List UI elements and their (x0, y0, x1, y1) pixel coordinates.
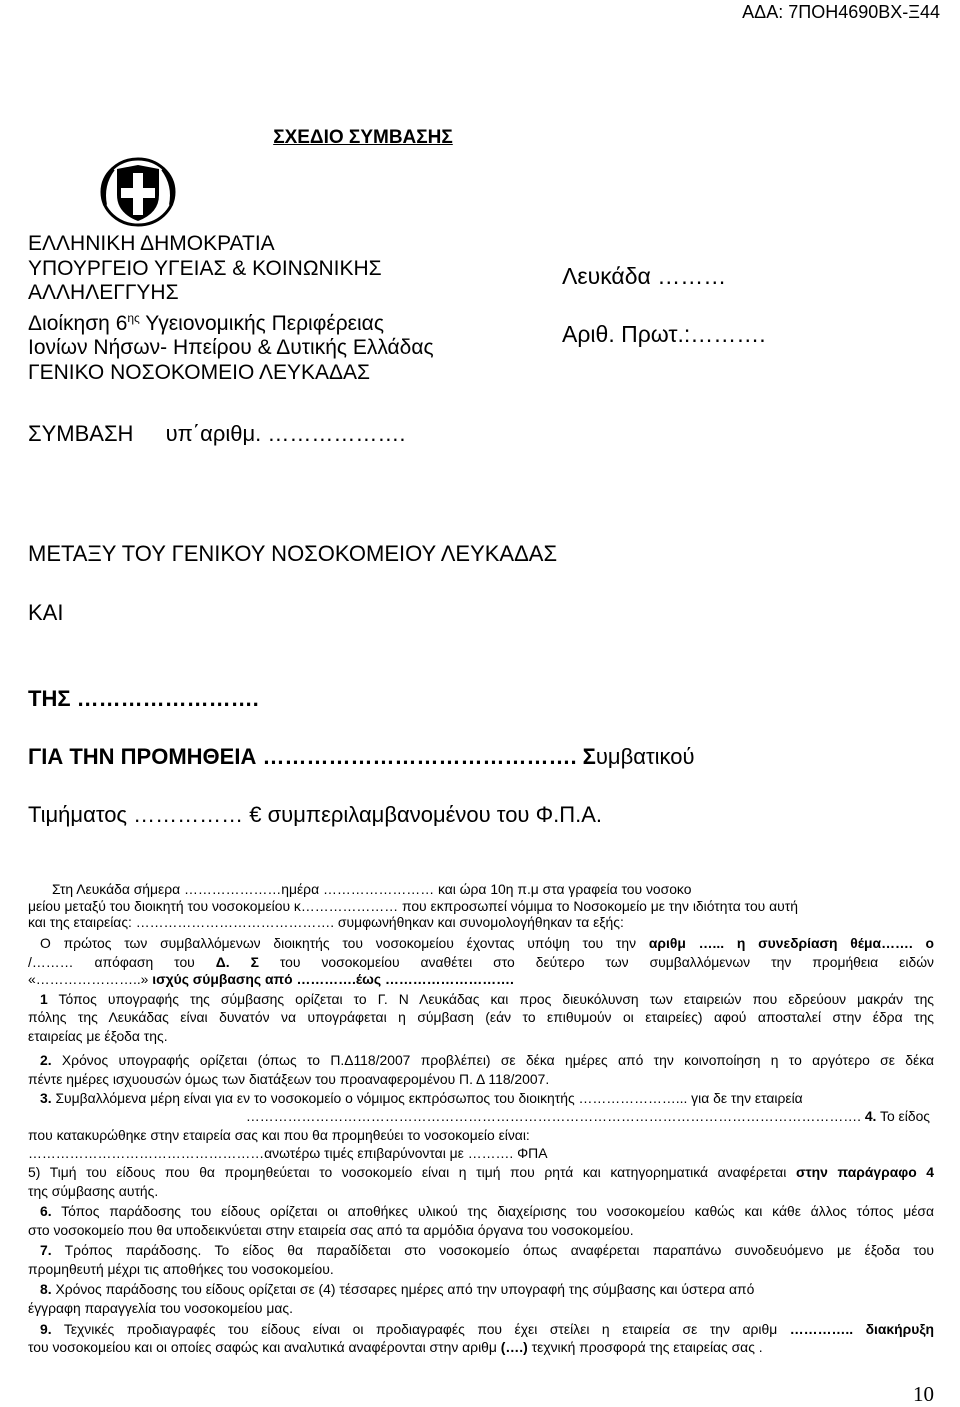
body-line: που κατακυρώθηκε στην εταιρεία σας και που θα προμηθεύει το νοσοκομείο είναι: (28, 1126, 530, 1143)
place-block (562, 262, 766, 348)
contract-number: υπ΄αριθμ. ………………. (165, 421, 406, 446)
body-text: 5) Τιμή του είδους που θα προμηθεύεται το νοσοκομείο είναι η τιμή που ρητά και κατηγορηματικά αναφέρεται (28, 1163, 796, 1180)
body-line (28, 971, 934, 988)
body-line (28, 1108, 934, 1125)
body-line: στο νοσοκομείο που θα υποδεικνύεται στην εταιρεία σας από τα αρμόδια όργανα του νοσοκομείου. (28, 1221, 634, 1238)
body-bold: Δ. Σ (215, 954, 259, 971)
body-bold: στην παράγραφο 4 (795, 1163, 934, 1180)
body-text: Τόπος υπογραφής της σύμβασης ορίζεται το Γ. Ν Λευκάδας και προς διευκόλυνση των εταιρειών που εδρεύουν μακράν της (47, 990, 934, 1007)
authority-line: ΓΕΝΙΚΟ ΝΟΣΟΚΟΜΕΙΟ ΛΕΥΚΑΔΑΣ (28, 360, 371, 384)
term-number: 4. (864, 1108, 877, 1125)
term-number: 1 (40, 990, 48, 1007)
body-text: Ο πρώτος των συμβαλλόμενων διοικητής του νοσοκομείου έχοντας υπόψη του την (40, 934, 649, 951)
supply-tail-s: Σ (576, 744, 596, 769)
body-bold: (….) (500, 1339, 528, 1356)
body-line: πέντε ημέρες ισχυουσών όμως των διατάξεων του προαναφερομένου Π. Δ 118/2007. (28, 1070, 550, 1087)
body-line: και της εταιρείας: ……………………………………. συμφωνήθηκαν και συνομολογήθηκαν τα εξής: (28, 914, 624, 931)
body-text: Συμβαλλόμενα μέρη είναι για εν το νοσοκομείο ο νόμιμος εκπρόσωπος του διοικητής …………………... για δε την εταιρεία (51, 1089, 803, 1106)
body-line: έγγραφη παραγγελία του νοσοκομείου μας. (28, 1300, 293, 1317)
term-number: 9. (40, 1320, 52, 1337)
body-line: προμηθευτή μέχρι τις αποθήκες του νοσοκομείου. (28, 1260, 334, 1277)
ordinal-suffix: ης (127, 310, 140, 325)
body-line (28, 1052, 934, 1069)
protocol-number: Αριθ. Πρωτ.:………. (562, 321, 766, 347)
greek-emblem-icon (97, 155, 179, 229)
term-number: 3. (40, 1089, 52, 1106)
body-text: Τόπος παράδοσης του είδους ορίζεται οι αποθήκες υλικού της διαχείρισης του νοσοκομείου καθώς και κάθε άλλος τόπος μέσα (51, 1203, 934, 1220)
body-line: μείου μεταξύ του διοικητή του νοσοκομείου κ………………… που εκπροσωπεί νόμιμα το Νοσοκομείο με την ιδιότητα του αυτή (28, 897, 798, 914)
body-text: /……… απόφαση του (28, 954, 216, 971)
contract-number-line (28, 421, 405, 447)
body-bold: αριθμ …... η συνεδρίαση θέμα……. ο (648, 934, 934, 951)
page-number: 10 (913, 1382, 934, 1406)
body-bold: ………….. διακήρυξη (789, 1320, 934, 1337)
party-line: ΤΗΣ ……………………. (28, 686, 259, 711)
term-number: 8. (40, 1281, 52, 1298)
body-text: ……………………………………………………………………………………………………………………. (245, 1108, 865, 1125)
ada-code: ΑΔΑ: 7ΠΟΗ4690ΒΧ-Ξ44 (742, 2, 940, 22)
body-text: του νοσοκομείου αναθέτει στο δεύτερο των συμβαλλόμενων την προμήθεια ειδών (258, 954, 934, 971)
term-number: 6. (40, 1203, 52, 1220)
body-line (28, 991, 934, 1008)
document-title: ΣΧΕΔΙΟ ΣΥΜΒΑΣΗΣ (273, 127, 453, 148)
body-line (28, 1281, 934, 1298)
authority-line: Ιονίων Νήσων- Ηπείρου & Δυτικής Ελλάδας (28, 336, 434, 359)
authority-block (28, 232, 434, 385)
term-number: 7. (40, 1242, 52, 1259)
authority-line: ΕΛΛΗΝΙΚΗ ΔΗΜΟΚΡΑΤΙΑ (28, 232, 275, 255)
body-line (28, 1242, 934, 1259)
authority-text: Διοίκηση 6 (28, 311, 128, 335)
body-text: «…………………..» (28, 970, 153, 987)
body-text: τεχνική προσφορά της εταιρείας σας . (527, 1339, 763, 1356)
term-number: 2. (40, 1052, 52, 1069)
body-line (28, 935, 934, 952)
body-bold: ισχύς σύμβασης από ………….έως ………………………. (152, 970, 514, 987)
body-line (28, 1090, 934, 1107)
body-text: του νοσοκομείου και οι οποίες σαφώς και αναλυτικά αναφέρονται στην αριθμ (28, 1339, 501, 1356)
body-text: Το είδος (876, 1108, 930, 1125)
authority-line: ΥΠΟΥΡΓΕΙΟ ΥΓΕΙΑΣ & ΚΟΙΝΩΝΙΚΗΣ (28, 256, 382, 280)
between-line: ΜΕΤΑΞΥ ΤΟΥ ΓΕΝΙΚΟΥ ΝΟΣΟΚΟΜΕΙΟΥ ΛΕΥΚΑΔΑΣ (28, 541, 558, 566)
body-line (28, 1164, 934, 1181)
body-text: Τρόπος παράδοσης. Το είδος θα παραδίδεται στο νοσοκομείο όπως αναφέρεται παραπάνω συνοδευόμενο με έξοδα του (51, 1242, 934, 1259)
price-line: Τιμήματος …………… € συμπεριλαμβανομένου του Φ.Π.Α. (28, 802, 603, 827)
body-line: Στη Λευκάδα σήμερα …………………ημέρα …………………… και ώρα 10η π.μ στα γραφεία του νοσοκο (52, 881, 692, 897)
authority-text: Υγειονομικής Περιφέρειας (139, 311, 384, 335)
contract-label: ΣΥΜΒΑΣΗ (28, 421, 134, 446)
body-line (28, 1321, 934, 1338)
body-line (28, 954, 934, 971)
body-text: Χρόνος υπογραφής ορίζεται (όπως το Π.Δ118/2007 προβλέπει) σε δέκα ημέρες από την κοινοποίηση η το αργότερο σε δέκα (51, 1052, 934, 1069)
and-line: ΚΑΙ (28, 600, 64, 625)
city-date: Λευκάδα ……… (562, 263, 727, 289)
body-line (28, 1203, 934, 1220)
body-text: Τεχνικές προδιαγραφές του είδους είναι οι προδιαγραφές που έχει στείλει η εταιρεία σε την αριθμ (51, 1320, 790, 1337)
supply-line (28, 744, 695, 770)
body-text: Χρόνος παράδοσης του είδους ορίζεται σε (4) τέσσαρες ημέρες από την υπογραφή της σύμβασης και ύστερα από (51, 1281, 755, 1298)
body-line: ……………………………………………ανωτέρω τιμές επιβαρύνονται με ………. ΦΠΑ (28, 1145, 548, 1162)
body-line: πόλης της Λευκάδας είναι δυνατόν να υπογράφεται η σύμβαση (εάν το επιθυμούν οι εταιρείες) αφού αποσταλεί στην έδρα της (28, 1009, 934, 1026)
authority-line (28, 306, 434, 337)
supply-text: ΓΙΑ ΤΗΝ ΠΡΟΜΗΘΕΙΑ ……………………………………. (28, 744, 577, 769)
body-line (28, 1339, 934, 1356)
contract-body (28, 881, 934, 1356)
body-line: εταιρείας με έξοδα της. (28, 1027, 168, 1044)
authority-line: ΑΛΛΗΛΕΓΓΥΗΣ (28, 281, 179, 304)
body-line: της σύμβασης αυτής. (28, 1182, 159, 1199)
supply-tail: υμβατικού (595, 744, 695, 769)
